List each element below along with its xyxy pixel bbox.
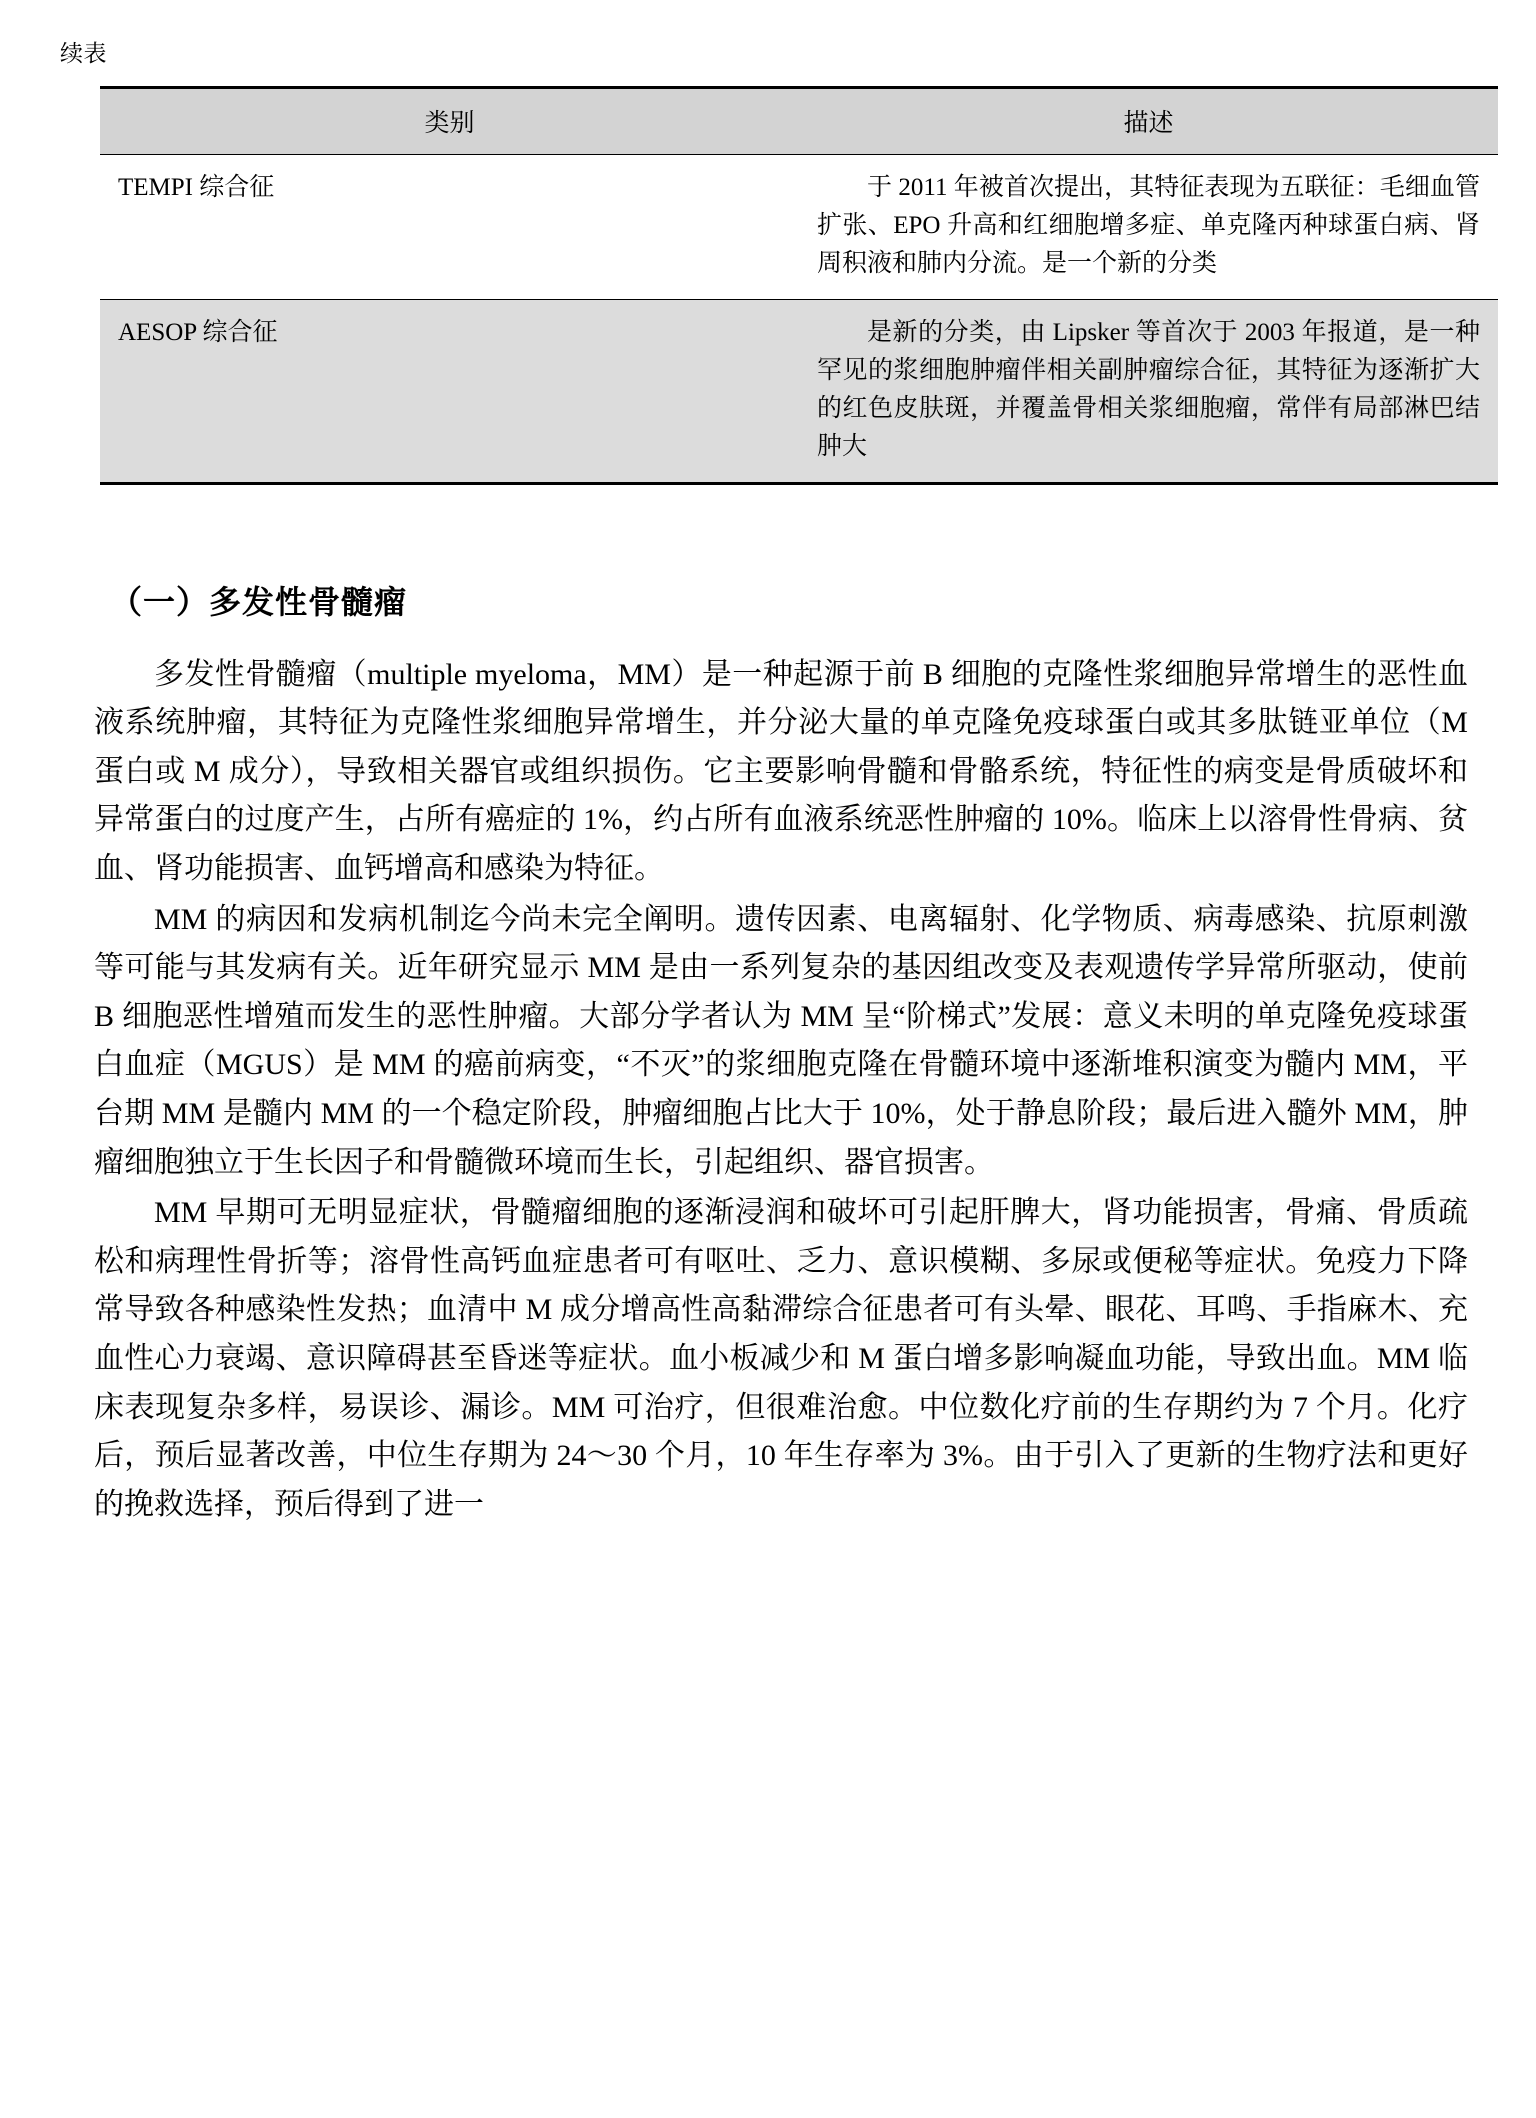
table-header xyxy=(100,87,1498,154)
cell-description-text: 于 2011 年被首次提出，其特征表现为五联征：毛细血管扩张、EPO 升高和红细胞增多症、单克隆丙种球蛋白病、肾周积液和肺内分流。是一个新的分类 xyxy=(817,173,1480,277)
table-body xyxy=(100,154,1498,483)
body-paragraph: 多发性骨髓瘤（multiple myeloma，MM）是一种起源于前 B 细胞的克隆性浆细胞异常增生的恶性血液系统肿瘤，其特征为克隆性浆细胞异常增生，并分泌大量的单克隆免疫球蛋白或其多肽链亚单位（M 蛋白或 M 成分），导致相关器官或组织损伤。它主要影响骨髓和骨骼系统，特征性的病变是骨质破坏和异常蛋白的过度产生，占所有癌症的 1%，约占所有血液系统恶性肿瘤的 10%。临床上以溶骨性骨病、贫血、肾功能损害、血钙增高和感染为特征。 xyxy=(94,657,1468,885)
cell-description-text: 是新的分类，由 Lipsker 等首次于 2003 年报道，是一种罕见的浆细胞肿瘤伴相关副肿瘤综合征，其特征为逐渐扩大的红色皮肤斑，并覆盖骨相关浆细胞瘤，常伴有局部淋巴结肿大 xyxy=(817,318,1480,460)
table-row xyxy=(100,299,1498,483)
cell-description xyxy=(799,299,1498,483)
table-container xyxy=(100,86,1498,485)
column-header-description: 描述 xyxy=(799,87,1498,154)
table-row xyxy=(100,154,1498,299)
cell-description xyxy=(799,154,1498,299)
column-header-category: 类别 xyxy=(100,87,799,154)
section-heading: （一）多发性骨髓瘤 xyxy=(110,582,408,621)
cell-category: AESOP 综合征 xyxy=(100,299,799,483)
syndrome-table xyxy=(100,86,1498,485)
body-paragraph: MM 早期可无明显症状，骨髓瘤细胞的逐渐浸润和破坏可引起肝脾大，肾功能损害，骨痛、骨质疏松和病理性骨折等；溶骨性高钙血症患者可有呕吐、乏力、意识模糊、多尿或便秘等症状。免疫力下降常导致各种感染性发热；血清中 M 成分增高性高黏滞综合征患者可有头晕、眼花、耳鸣、手指麻木、充血性心力衰竭、意识障碍甚至昏迷等症状。血小板减少和 M 蛋白增多影响凝血功能，导致出血。MM 临床表现复杂多样，易误诊、漏诊。MM 可治疗，但很难治愈。中位数化疗前的生存期约为 7 个月。化疗后，预后显著改善，中位生存期为 24～30 个月，10 年生存率为 3%。由于引入了更新的生物疗法和更好的挽救选择，预后得到了进一 xyxy=(94,1196,1468,1521)
table-header-row xyxy=(100,87,1498,154)
cell-category: TEMPI 综合征 xyxy=(100,154,799,299)
continued-table-label: 续表 xyxy=(60,41,107,66)
body-paragraph: MM 的病因和发病机制迄今尚未完全阐明。遗传因素、电离辐射、化学物质、病毒感染、抗原刺激等可能与其发病有关。近年研究显示 MM 是由一系列复杂的基因组改变及表观遗传学异常所驱动，使前 B 细胞恶性增殖而发生的恶性肿瘤。大部分学者认为 MM 呈“阶梯式”发展：意义未明的单克隆免疫球蛋白血症（MGUS）是 MM 的癌前病变，“不灭”的浆细胞克隆在骨髓环境中逐渐堆积演变为髓内 MM，平台期 MM 是髓内 MM 的一个稳定阶段，肿瘤细胞占比大于 10%，处于静息阶段；最后进入髓外 MM，肿瘤细胞独立于生长因子和骨髓微环境而生长，引起组织、器官损害。 xyxy=(94,902,1468,1179)
